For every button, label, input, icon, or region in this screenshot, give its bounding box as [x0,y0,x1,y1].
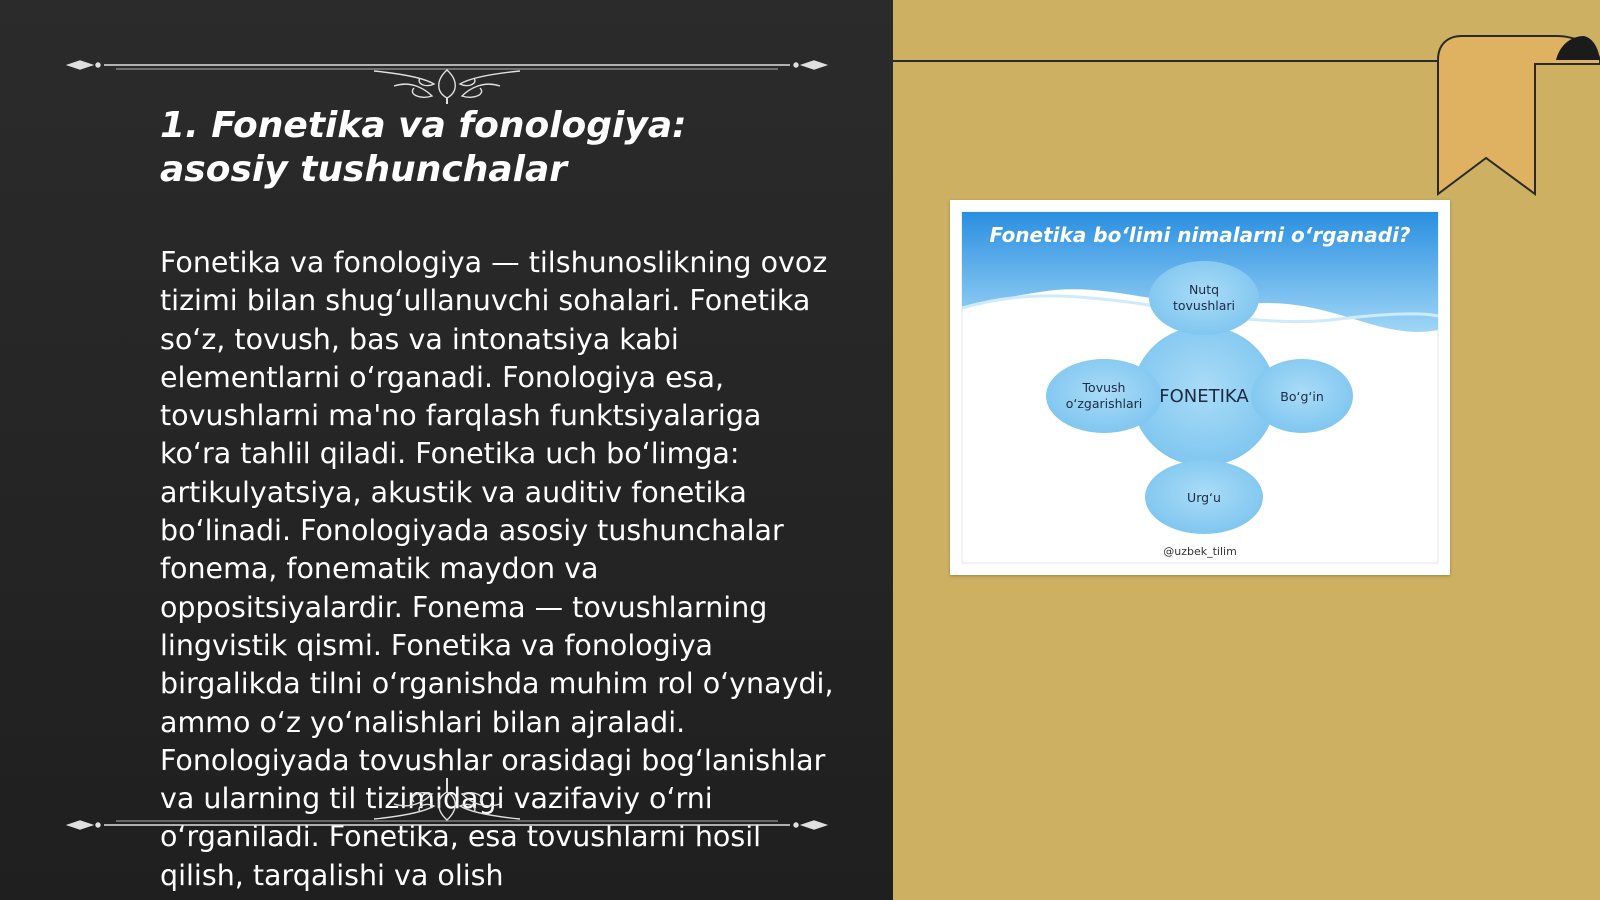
center-label: FONETIKA [1159,386,1249,407]
top-label-line-1: Nutq [1188,282,1220,297]
top-ornament [64,44,830,104]
slide-body-text: Fonetika va fonologiya — tilshunoslikning ovoz tizimi bilan shug‘ullanuvchi sohalari. Fonetika so‘z, tovush, bas va intonatsiya kabi elementlarni o‘rganadi. Fonologiya esa, tovushlarni ma'no farqlash funktsiyalariga ko‘ra tahlil qiladi. Fonetika uch bo‘limga: artikulyatsiya, akustik va auditiv fonetika bo‘linadi. Fonologiyada asosiy tushunchalar fonema, fonematik maydon va oppositsiyalardir. Fonema — tovushlarning lingvistik qismi. Fonetika va fonologiya birgalikda tilni o‘rganishda muhim rol o‘ynaydi, ammo o‘z yo‘nalishlari bilan ajraladi. Fonologiyada tovushlar orasidagi bog‘lanishlar va ularning til tizimidagi vazifaviy o‘rni o‘rganiladi. Fonetika, esa tovushlarni hosil qilish, tarqalishi va olish [160,246,834,892]
bookmark-ribbon-icon [1436,34,1600,198]
top-label-line-2: tovushlari [1172,298,1236,313]
bottom-ornament [64,778,830,838]
diagram-credit: @uzbek_tilim [1163,545,1237,558]
diagram-title: Fonetika bo‘limi nimalarni o‘rganadi? [989,223,1411,247]
left-label-line-1: Tovush [1082,380,1126,395]
left-label-line-2: o‘zgarishlari [1065,396,1143,411]
slide-title: 1. Fonetika va fonologiya: asosiy tushunchalar [160,105,687,190]
bottom-label: Urg‘u [1187,490,1221,505]
phonetics-diagram-image [950,200,1450,575]
phonetics-diagram [950,200,1450,575]
right-label: Bo‘g‘in [1280,389,1324,404]
